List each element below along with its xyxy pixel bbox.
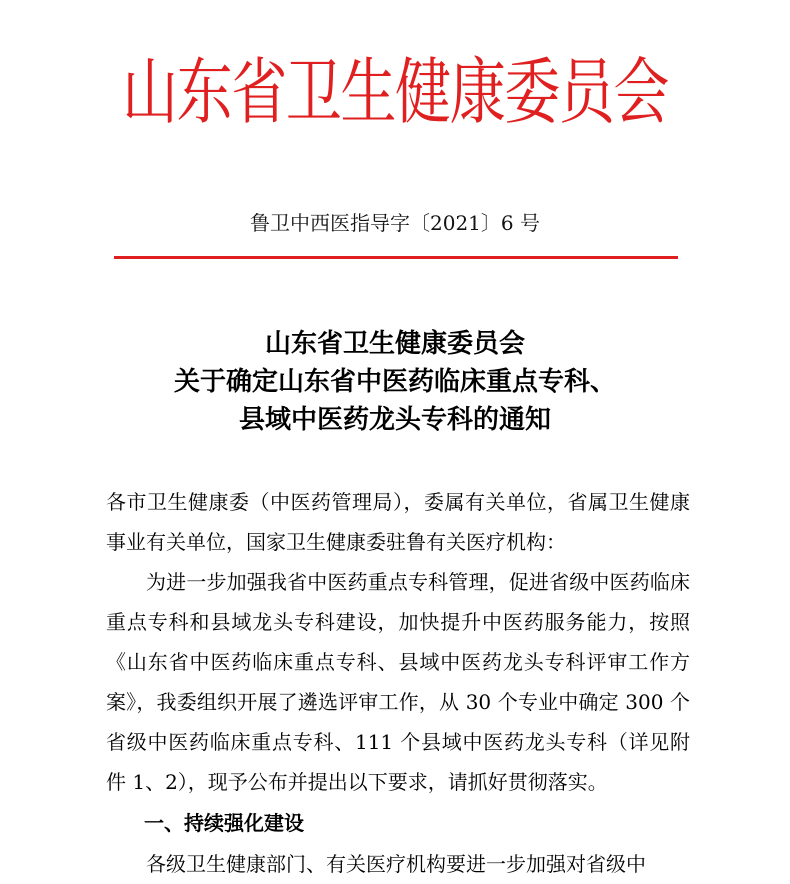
document-number: 鲁卫中西医指导字〔2021〕6 号	[250, 211, 540, 235]
title-line-1: 山东省卫生健康委员会	[264, 329, 525, 359]
title-line-3: 县域中医药龙头专科的通知	[238, 405, 551, 435]
document-title	[0, 325, 790, 439]
red-divider-line	[114, 256, 678, 259]
body-paragraph: 各级卫生健康部门、有关医疗机构要进一步加强对省级中	[146, 852, 646, 876]
body-paragraph: 为进一步加强我省中医药重点专科管理，促进省级中医药临床重点专科和县域龙头专科建设，加快提升中医药服务能力，按照《山东省中医药临床重点专科、县域中医药龙头专科评审工作方案》，我委组织开展了遴选评审工作，从 30 个专业中确定 300 个省级中医药临床重点专科、111 个县域中医药龙头专科（详见附件 1、2），现予公布并提出以下要求，请抓好贯彻落实。	[106, 570, 690, 794]
document-body	[106, 482, 690, 884]
section-heading: 一、持续强化建设	[144, 811, 304, 835]
title-line-2: 关于确定山东省中医药临床重点专科、	[173, 367, 616, 397]
salutation: 各市卫生健康委（中医药管理局），委属有关单位，省属卫生健康事业有关单位，国家卫生健康委驻鲁有关医疗机构：	[106, 490, 690, 554]
issuing-authority-header: 山东省卫生健康委员会	[121, 50, 668, 134]
